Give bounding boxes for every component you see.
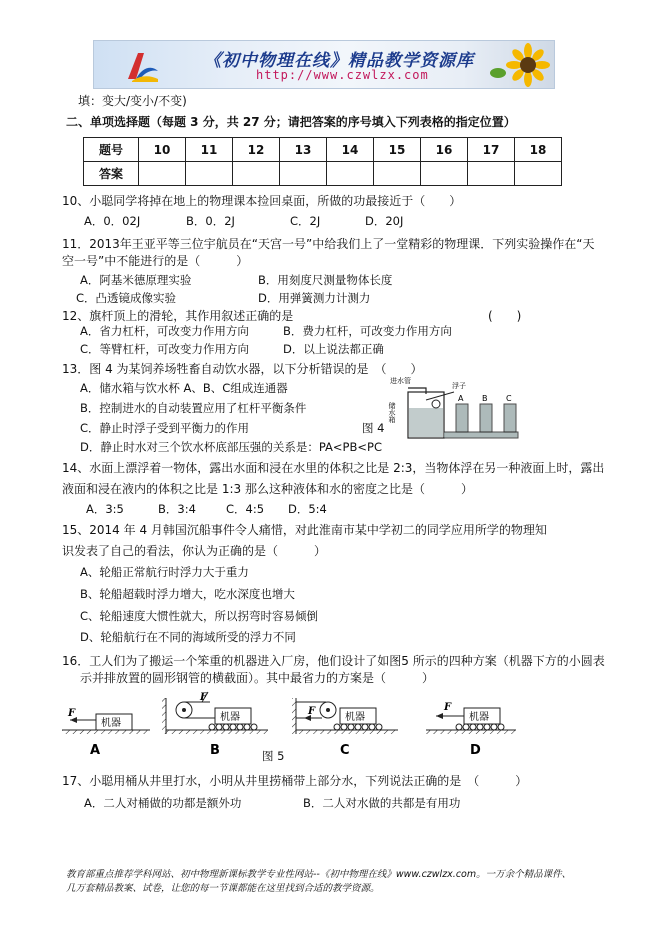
- fig4-label-tank: 储水箱: [388, 402, 396, 423]
- scheme-label-d: D: [470, 743, 481, 758]
- table-cell: 13: [280, 138, 327, 162]
- q11-option-d: D．用弹簧测力计测力: [258, 291, 371, 305]
- answer-cell[interactable]: [139, 162, 186, 186]
- answer-cell[interactable]: [233, 162, 280, 186]
- q12-answer-paren: ( ): [488, 309, 522, 323]
- q13-option-d: D．静止时水对三个饮水杯底部压强的关系是：PA<PB<PC: [80, 440, 382, 454]
- machine-label: 机器: [345, 712, 365, 723]
- table-cell: 10: [139, 138, 186, 162]
- machine-label: 机器: [220, 712, 240, 723]
- scheme-a: [62, 708, 150, 758]
- q14-option-c: C．4:5: [226, 502, 265, 516]
- question-17: 17、小聪用桶从井里打水，小明从井里捞桶带上部分水，下列说法正确的是 （ ）: [62, 774, 528, 788]
- sunflower-icon: [490, 43, 550, 87]
- q15-option-b: B、轮船超载时浮力增大，吃水深度也增大: [80, 587, 295, 601]
- answer-cell[interactable]: [327, 162, 374, 186]
- figure-4-drinker-diagram: [388, 374, 526, 446]
- question-15-line2: 识发表了自己的看法，你认为正确的是（ ）: [62, 544, 327, 558]
- q17-option-a: A．二人对桶做的功都是额外功: [84, 796, 242, 810]
- question-15-line1: 15、2014 年 4 月韩国沉船事件令人痛惜，对此淮南市某中学初二的同学应用所学的物理知: [62, 523, 547, 537]
- q10-option-d: D．20J: [365, 214, 404, 228]
- scheme-d: [426, 702, 516, 758]
- answer-table: [83, 137, 562, 186]
- table-cell: 16: [421, 138, 468, 162]
- table-cell: 11: [186, 138, 233, 162]
- q11-option-b: B．用刻度尺测量物体长度: [258, 273, 393, 287]
- q10-option-a: A．0．02J: [84, 214, 141, 228]
- q11-option-c: C．凸透镜成像实验: [76, 291, 177, 305]
- machine-label: 机器: [101, 718, 121, 729]
- previous-question-tail: 填：变大/变小/不变): [78, 94, 187, 108]
- table-header-number: 题号: [84, 138, 139, 162]
- q14-option-a: A．3:5: [86, 502, 124, 516]
- question-11-line1: 11．2013年王亚平等三位宇航员在“天宫一号”中给我们上了一堂精彩的物理课．下列实验操作在“天: [62, 237, 595, 251]
- figure-5-moving-machine-diagram: [60, 690, 520, 762]
- q15-option-d: D、轮船航行在不同的海域所受的浮力不同: [80, 630, 296, 644]
- figure-4-caption: 图 4: [362, 421, 385, 435]
- fig4-label-b: B: [482, 394, 488, 403]
- q12-option-a: A．省力杠杆，可改变力作用方向: [80, 324, 249, 338]
- q12-option-c: C．等臂杠杆，可改变力作用方向: [80, 342, 250, 356]
- question-10: 10、小聪同学将掉在地上的物理课本捡回桌面，所做的功最接近于（ ）: [62, 194, 462, 208]
- header-banner: [93, 40, 555, 89]
- q14-option-d: D．5:4: [288, 502, 327, 516]
- scheme-c: [292, 698, 398, 758]
- scheme-label-b: B: [210, 743, 220, 758]
- table-cell: 14: [327, 138, 374, 162]
- q13-option-c: C．静止时浮子受到平衡力的作用: [80, 421, 250, 435]
- answer-table-number-row: [84, 138, 562, 162]
- force-label: F: [308, 706, 316, 717]
- answer-cell[interactable]: [421, 162, 468, 186]
- q17-option-b: B．二人对水做的共都是有用功: [303, 796, 461, 810]
- force-label: F: [68, 708, 76, 719]
- figure-5-caption: 图 5: [262, 749, 285, 763]
- q15-option-a: A、轮船正常航行时浮力大于重力: [80, 565, 249, 579]
- q13-option-a: A．储水箱与饮水杯 A、B、C组成连通器: [80, 381, 288, 395]
- q10-option-c: C．2J: [290, 214, 321, 228]
- scheme-label-c: C: [340, 743, 350, 758]
- q11-option-a: A．阿基米德原理实验: [80, 273, 192, 287]
- question-14-line1: 14、水面上漂浮着一物体，露出水面和浸在水里的体积之比是 2:3，当物体浮在另一种液面上时，露出: [62, 461, 605, 475]
- answer-cell[interactable]: [468, 162, 515, 186]
- banner-title: 《初中物理在线》精品教学资源库: [204, 51, 474, 71]
- fig4-label-a: A: [458, 394, 464, 403]
- site-logo-icon: [122, 45, 162, 85]
- question-16-line1: 16．工人们为了搬运一个笨重的机器进入厂房，他们设计了如图5 所示的四种方案（机器下方的小圆表: [62, 654, 605, 668]
- section-2-heading: 二、单项选择题（每题 3 分，共 27 分；请把答案的序号填入下列表格的指定位置）: [66, 115, 516, 129]
- question-14-line2: 液面和浸在液内的体积之比是 1:3 那么这种液体和水的密度之比是（ ）: [62, 482, 473, 496]
- q13-option-b: B．控制进水的自动装置应用了杠杆平衡条件: [80, 401, 307, 415]
- question-12: 12、旗杆顶上的滑轮，其作用叙述正确的是: [62, 309, 294, 323]
- fig4-label-pipe: 进水管: [390, 377, 411, 385]
- machine-label: 机器: [469, 712, 489, 723]
- table-header-answer: 答案: [84, 162, 139, 186]
- answer-cell[interactable]: [186, 162, 233, 186]
- q12-option-b: B．费力杠杆，可改变力作用方向: [283, 324, 452, 338]
- q12-option-d: D．以上说法都正确: [283, 342, 384, 356]
- force-label: F: [444, 702, 452, 713]
- answer-cell[interactable]: [374, 162, 421, 186]
- answer-table-answer-row: [84, 162, 562, 186]
- question-13: 13．图 4 为某饲养场牲畜自动饮水器，以下分析错误的是 （ ）: [62, 362, 423, 376]
- scheme-b: [162, 692, 268, 758]
- table-cell: 12: [233, 138, 280, 162]
- force-label: F: [200, 692, 208, 703]
- banner-url: http://www.czwlzx.com: [256, 68, 429, 82]
- table-cell: 17: [468, 138, 515, 162]
- question-11-line2: 空一号”中不能进行的是（ ）: [62, 254, 249, 268]
- fig4-label-c: C: [506, 394, 512, 403]
- table-cell: 18: [515, 138, 562, 162]
- q15-option-c: C、轮船速度大惯性就大，所以拐弯时容易倾倒: [80, 609, 319, 623]
- answer-cell[interactable]: [280, 162, 327, 186]
- question-16-line2: 示并排放置的圆形钢管的横截面）。其中最省力的方案是（ ）: [80, 671, 435, 685]
- scheme-label-a: A: [90, 743, 101, 758]
- footer-line-1: 教育部重点推荐学科网站、初中物理新课标教学专业性网站--《初中物理在线》www.czwlzx.com。一万余个精品课件、: [66, 869, 572, 880]
- table-cell: 15: [374, 138, 421, 162]
- answer-cell[interactable]: [515, 162, 562, 186]
- footer-line-2: 几万套精品教案、试卷，让您的每一节课都能在这里找到合适的教学资源。: [66, 883, 380, 894]
- q10-option-b: B．0．2J: [186, 214, 235, 228]
- q14-option-b: B．3:4: [158, 502, 196, 516]
- fig4-label-float: 浮子: [452, 382, 466, 390]
